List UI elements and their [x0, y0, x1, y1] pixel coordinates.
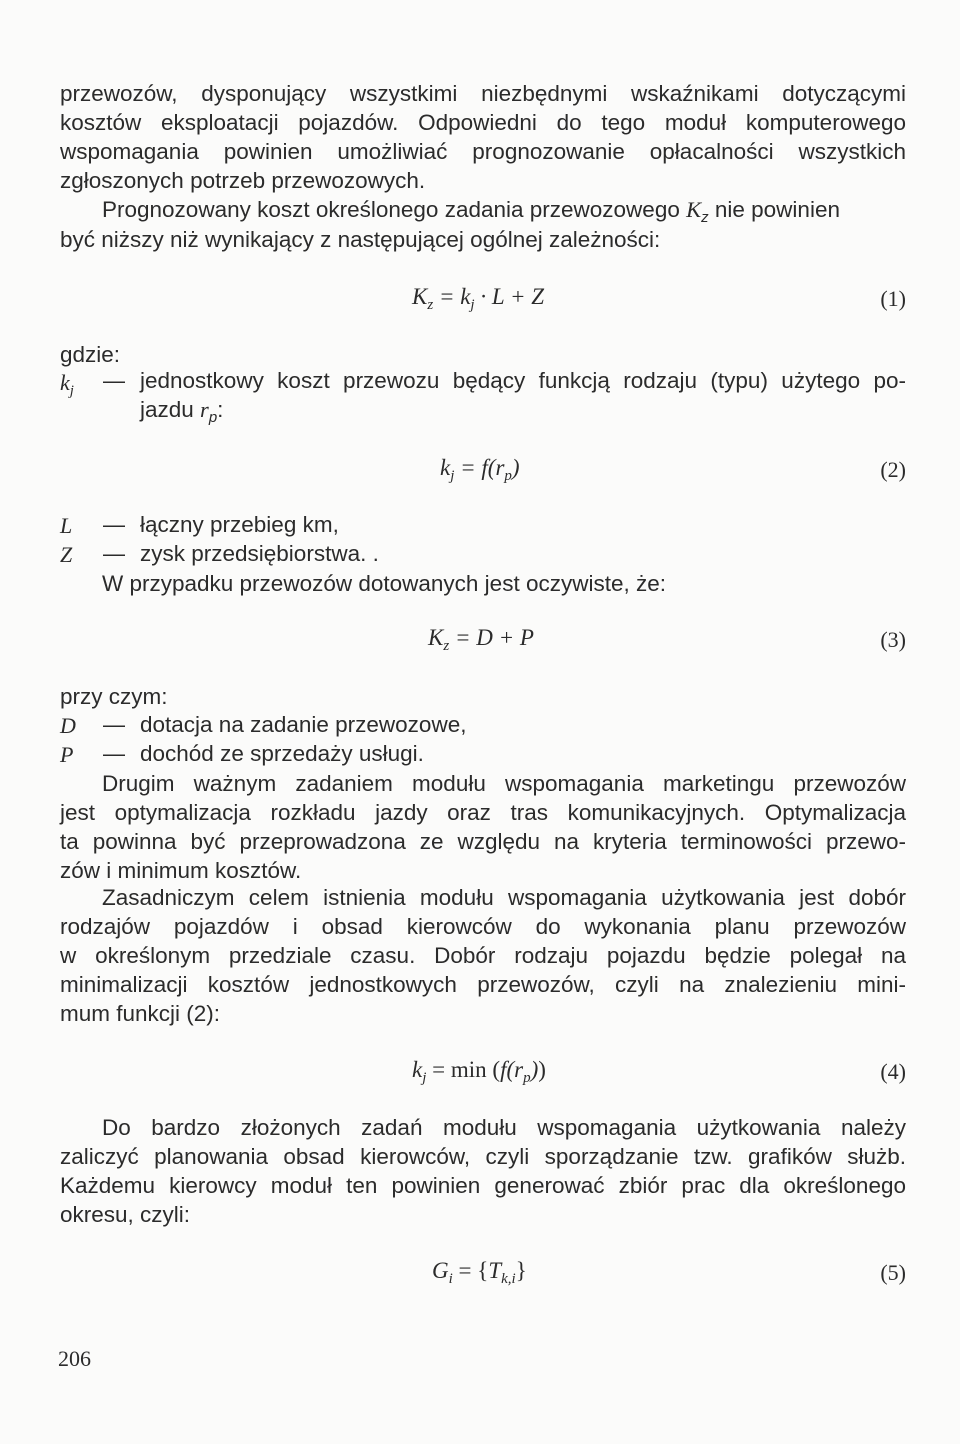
definition-text: dotacja na zadanie przewozowe, — [140, 712, 467, 737]
text-span: Prognozowany koszt określonego zadania przewozowego — [102, 197, 687, 222]
equation-4: $k_j = \min (f(r_p))$ — [412, 1057, 546, 1086]
paragraph-line: być niższy niż wynikający z następującej ogólnej zależności: — [60, 227, 661, 252]
paragraph-line: W przypadku przewozów dotowanych jest oczywiste, że: — [102, 571, 666, 596]
page-number: 206 — [58, 1346, 91, 1371]
definition-dash: — — [103, 368, 125, 393]
paragraph-line — [102, 196, 906, 224]
paragraph-line: okresu, czyli: — [60, 1202, 191, 1227]
definition-text: jazdu $r_p$: — [140, 397, 224, 426]
equation-number: (5) — [880, 1260, 906, 1285]
definition-dash: — — [103, 541, 125, 566]
definition-text: łączny przebieg km, — [140, 512, 339, 537]
paragraph-line: kosztów eksploatacji pojazdów. Odpowiedni do tego moduł komputerowego — [60, 110, 906, 135]
paragraph-line: Każdemu kierowcy moduł ten powinien generować zbiór prac dla określonego — [60, 1173, 906, 1198]
definition-text: dochód ze sprzedaży usługi. — [140, 741, 424, 766]
equation-number: (4) — [880, 1059, 906, 1084]
definition-dash: — — [103, 712, 125, 737]
paragraph-line: zaliczyć planowania obsad kierowców, czyli sporządzanie tzw. grafików służb. — [60, 1144, 906, 1169]
paragraph-line: wspomagania powinien umożliwiać prognozowanie opłacalności wszystkich — [60, 139, 906, 164]
equation-number: (2) — [880, 457, 906, 482]
text-span: nie powinien — [708, 197, 840, 222]
paragraph-line: zgłoszonych potrzeb przewozowych. — [60, 168, 426, 193]
paragraph-line: Zasadniczym celem istnienia modułu wspomagania użytkowania jest dobór — [102, 885, 906, 910]
equation-2: $k_j = f(r_p)$ — [440, 455, 520, 484]
definition-symbol: $k_j$ — [60, 370, 74, 399]
definition-text: zysk przedsiębiorstwa. . — [140, 541, 379, 566]
paragraph-line: ta powinna być przeprowadzona ze względu na kryteria terminowości przewo- — [60, 829, 906, 854]
definition-dash: — — [103, 512, 125, 537]
equation-number: (3) — [880, 627, 906, 652]
paragraph-line: mum funkcji (2): — [60, 1001, 221, 1026]
paragraph-line: Do bardzo złożonych zadań modułu wspomagania użytkowania należy — [102, 1115, 906, 1140]
definition-dash: — — [103, 741, 125, 766]
paragraph-line: w określonym przedziale czasu. Dobór rodzaju pojazdu będzie polegał na — [60, 943, 906, 968]
paragraph-line: rodzajów pojazdów i obsad kierowców do wykonania planu przewozów — [60, 914, 906, 939]
label-przy-czym: przy czym: — [60, 684, 168, 709]
paragraph-line: przewozów, dysponujący wszystkimi niezbędnymi wskaźnikami dotyczącymi — [60, 81, 906, 106]
paragraph-line: Drugim ważnym zadaniem modułu wspomagania marketingu przewozów — [102, 771, 906, 796]
paragraph-line: zów i minimum kosztów. — [60, 858, 302, 883]
subscript: z — [701, 209, 709, 226]
label-gdzie: gdzie: — [60, 342, 121, 367]
equation-5: $G_i = \{T_{k,i}\}$ — [432, 1258, 527, 1287]
equation-number: (1) — [880, 286, 906, 311]
equation-1: $K_z = k_j \cdot L + Z$ — [412, 284, 545, 313]
definition-symbol: D — [60, 713, 76, 738]
paragraph-line: minimalizacji kosztów jednostkowych przewozów, czyli na znalezieniu mini- — [60, 972, 906, 997]
paragraph-line: jest optymalizacja rozkładu jazdy oraz tras komunikacyjnych. Optymalizacja — [60, 800, 906, 825]
equation-3: $K_z = D + P$ — [428, 625, 534, 654]
definition-symbol: P — [60, 742, 74, 767]
variable: K — [686, 197, 702, 222]
definition-symbol: L — [60, 513, 73, 538]
definition-text: jednostkowy koszt przewozu będący funkcją rodzaju (typu) użytego po- — [140, 368, 906, 393]
definition-symbol: Z — [60, 542, 73, 567]
